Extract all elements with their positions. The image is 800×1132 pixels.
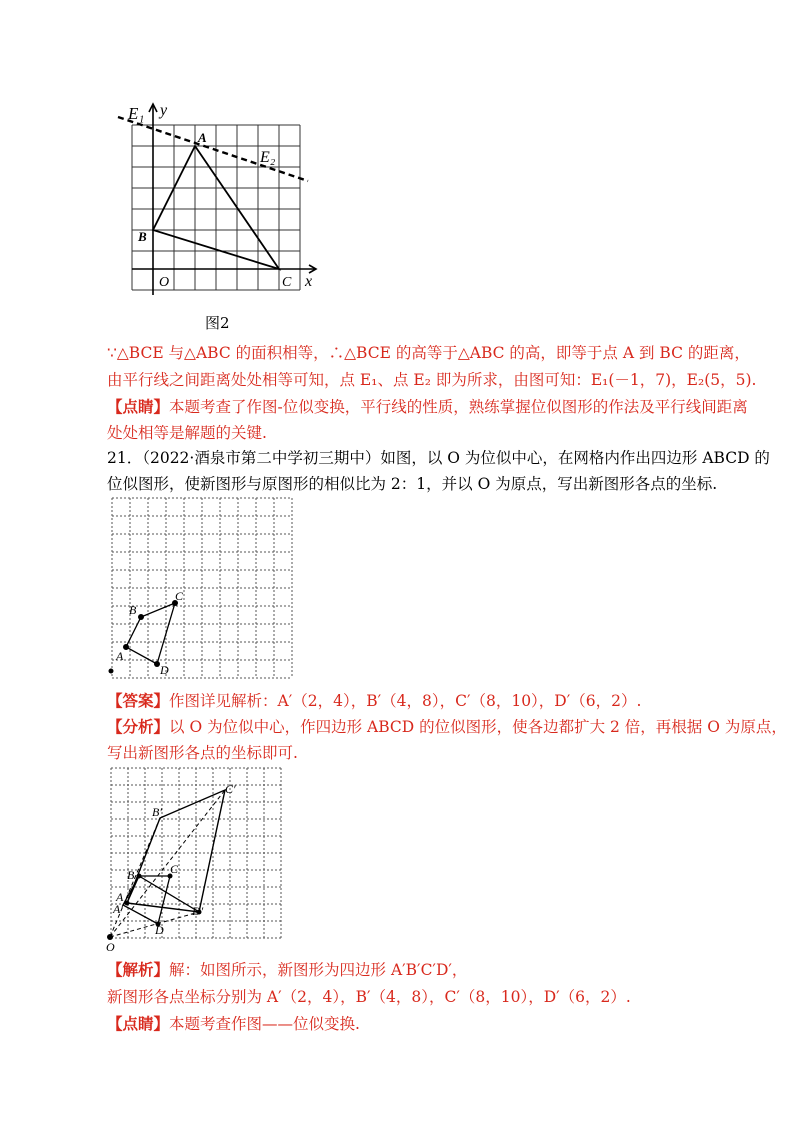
analysis-line-1 xyxy=(107,716,787,738)
figure-2-grid-diagram xyxy=(110,95,330,305)
solution-21-grid-diagram xyxy=(103,766,305,956)
solution-20-line-1: ∵△BCE 与△ABC 的面积相等，∴△BCE 的高等于△ABC 的高，即等于点 A 到 BC 的距离， xyxy=(107,344,750,362)
label-d-prime: D′ xyxy=(192,904,204,918)
analysis-text: 以 O 为位似中心，作四边形 ABCD 的位似图形，使各边都扩大 2 倍，再根据 O 为原点， xyxy=(169,718,787,736)
label-b-prime: B′ xyxy=(152,805,162,819)
solution-21-line-2: 新图形各点坐标分别为 A′（2，4），B′（4，8），C′（8，10），D′（6，2）. xyxy=(107,988,631,1006)
label-y-axis: y xyxy=(160,102,168,119)
problem-21-line-2: 位似图形，使新图形与原图形的相似比为 2：1，并以 O 为原点，写出新图形各点的坐标. xyxy=(107,475,718,493)
label-a: A xyxy=(116,649,124,663)
answer-tag: 【答案】 xyxy=(107,691,170,710)
label-b: B xyxy=(129,603,137,617)
label-origin: O xyxy=(159,275,170,290)
problem-21-grid-diagram xyxy=(108,496,300,682)
label-b: B xyxy=(127,868,135,882)
label-d: D xyxy=(160,663,169,677)
problem-21-line-1: 21．（2022·酒泉市第二中学初三期中）如图，以 O 为位似中心，在网格内作出四边形 ABCD 的 xyxy=(107,449,770,467)
comment-text: 本题考查作图——位似变换. xyxy=(169,1015,360,1033)
label-a-prime: A′ xyxy=(113,902,123,916)
label-c: C xyxy=(175,589,184,603)
answer-text: 作图详见解析：A′（2，4），B′（4，8），C′（8，10），D′（6，2）. xyxy=(169,692,642,710)
label-c: C xyxy=(170,862,179,876)
solution-20-comment-line-1 xyxy=(107,396,748,418)
solution-21-line-1 xyxy=(107,959,467,981)
label-a: A xyxy=(116,890,124,904)
label-e1: E₁ xyxy=(128,104,145,123)
solution-20-comment-line-2: 处处相等是解题的关键. xyxy=(107,424,267,442)
label-e2: E₂ xyxy=(260,149,276,166)
label-a: A xyxy=(198,130,207,145)
comment-tag: 【点睛】 xyxy=(107,397,170,416)
analysis-line-2: 写出新图形各点的坐标即可. xyxy=(107,744,298,762)
label-b: B xyxy=(138,229,147,244)
label-c: C xyxy=(282,275,292,290)
solution-20-line-2: 由平行线之间距离处处相等可知，点 E₁、点 E₂ 即为所求，由图可知：E₁(－1，7)，E₂(5，5). xyxy=(107,371,757,389)
label-c-prime: C′ xyxy=(225,782,236,796)
label-d: D xyxy=(155,923,164,937)
figure-2-caption: 图2 xyxy=(205,314,230,332)
solution-text: 解：如图所示，新图形为四边形 A′B′C′D′， xyxy=(169,961,468,979)
label-origin: O xyxy=(106,940,115,954)
solution-tag: 【解析】 xyxy=(107,960,170,979)
comment-tag: 【点睛】 xyxy=(107,1014,170,1033)
analysis-tag: 【分析】 xyxy=(107,717,170,736)
solution-21-comment xyxy=(107,1013,360,1035)
label-x-axis: x xyxy=(305,273,313,290)
answer-line xyxy=(107,690,641,712)
comment-text: 本题考查了作图-位似变换，平行线的性质，熟练掌握位似图形的作法及平行线间距离 xyxy=(169,398,748,416)
